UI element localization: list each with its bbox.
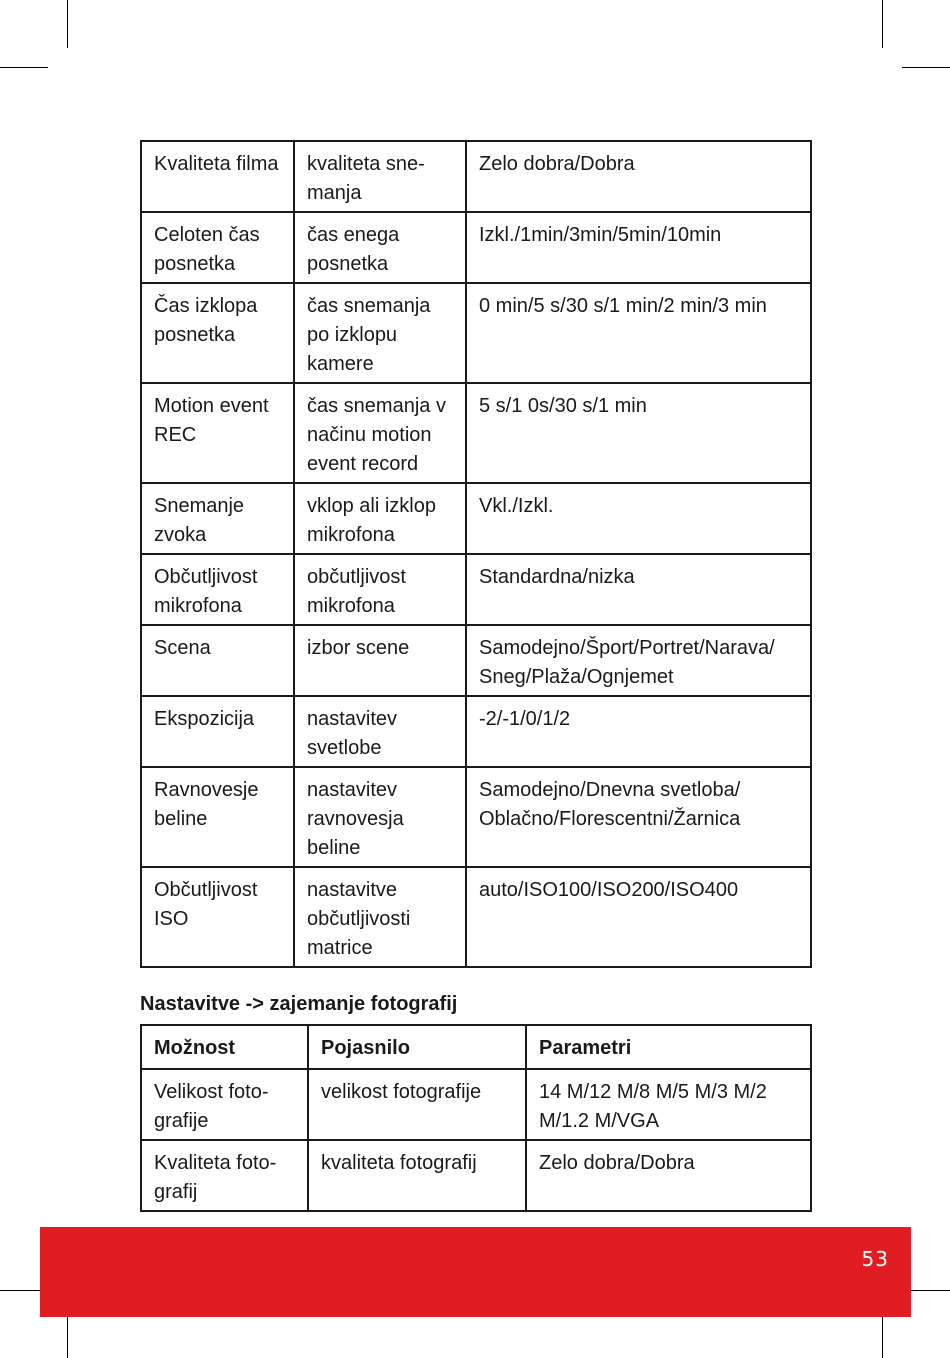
- table-row: [141, 554, 811, 625]
- parameters-cell: Izkl./1min/3min/5min/10min: [466, 212, 811, 283]
- option-cell: Velikost foto-grafije: [141, 1069, 308, 1140]
- option-cell: Ekspozicija: [141, 696, 294, 767]
- description-cell: čas snemanja v načinu motion event record: [294, 383, 466, 483]
- table-row: [141, 767, 811, 867]
- description-cell: vklop ali izklop mikrofona: [294, 483, 466, 554]
- parameters-cell: 5 s/1 0s/30 s/1 min: [466, 383, 811, 483]
- option-cell: Snemanje zvoka: [141, 483, 294, 554]
- header-description: Pojasnilo: [308, 1025, 526, 1069]
- parameters-cell: auto/ISO100/ISO200/ISO400: [466, 867, 811, 967]
- description-cell: izbor scene: [294, 625, 466, 696]
- table-row: [141, 483, 811, 554]
- option-cell: Občutljivost mikrofona: [141, 554, 294, 625]
- table-row: [141, 212, 811, 283]
- description-cell: kvaliteta sne-manja: [294, 141, 466, 212]
- table-row: [141, 1140, 811, 1211]
- table-row: [141, 141, 811, 212]
- parameters-cell: 0 min/5 s/30 s/1 min/2 min/3 min: [466, 283, 811, 383]
- option-cell: Ravnovesje beline: [141, 767, 294, 867]
- option-cell: Kvaliteta filma: [141, 141, 294, 212]
- description-cell: čas enega posnetka: [294, 212, 466, 283]
- table-row: [141, 283, 811, 383]
- description-cell: nastavitev svetlobe: [294, 696, 466, 767]
- option-cell: Kvaliteta foto-grafij: [141, 1140, 308, 1211]
- photo-settings-table: [140, 1024, 812, 1212]
- table-row: [141, 867, 811, 967]
- parameters-cell: Standardna/nizka: [466, 554, 811, 625]
- crop-mark: [902, 67, 950, 68]
- table-header-row: [141, 1025, 811, 1069]
- option-cell: Scena: [141, 625, 294, 696]
- option-cell: Motion event REC: [141, 383, 294, 483]
- parameters-cell: -2/-1/0/1/2: [466, 696, 811, 767]
- option-cell: Čas izklopa posnetka: [141, 283, 294, 383]
- option-cell: Občutljivost ISO: [141, 867, 294, 967]
- description-cell: občutljivost mikrofona: [294, 554, 466, 625]
- crop-mark: [67, 1310, 68, 1358]
- table-row: [141, 1069, 811, 1140]
- page-number: 53: [861, 1247, 889, 1271]
- parameters-cell: Vkl./Izkl.: [466, 483, 811, 554]
- parameters-cell: Samodejno/Šport/Portret/Narava/ Sneg/Plaža/Ognjemet: [466, 625, 811, 696]
- crop-mark: [67, 0, 68, 48]
- parameters-cell: 14 M/12 M/8 M/5 M/3 M/2 M/1.2 M/VGA: [526, 1069, 811, 1140]
- description-cell: velikost fotografije: [308, 1069, 526, 1140]
- description-cell: kvaliteta fotografij: [308, 1140, 526, 1211]
- crop-mark: [882, 0, 883, 48]
- video-settings-table: [140, 140, 812, 968]
- table-row: [141, 383, 811, 483]
- table-row: [141, 625, 811, 696]
- section-heading: Nastavitve -> zajemanje fotografij: [140, 993, 458, 1015]
- crop-mark: [882, 1310, 883, 1358]
- table-row: [141, 696, 811, 767]
- header-option: Možnost: [141, 1025, 308, 1069]
- description-cell: nastavitev ravnovesja beline: [294, 767, 466, 867]
- crop-mark: [0, 67, 48, 68]
- option-cell: Celoten čas posnetka: [141, 212, 294, 283]
- footer-bar: [40, 1227, 911, 1317]
- parameters-cell: Samodejno/Dnevna svetloba/ Oblačno/Florescentni/Žarnica: [466, 767, 811, 867]
- parameters-cell: Zelo dobra/Dobra: [526, 1140, 811, 1211]
- description-cell: čas snemanja po izklopu kamere: [294, 283, 466, 383]
- description-cell: nastavitve občutljivosti matrice: [294, 867, 466, 967]
- parameters-cell: Zelo dobra/Dobra: [466, 141, 811, 212]
- header-parameters: Parametri: [526, 1025, 811, 1069]
